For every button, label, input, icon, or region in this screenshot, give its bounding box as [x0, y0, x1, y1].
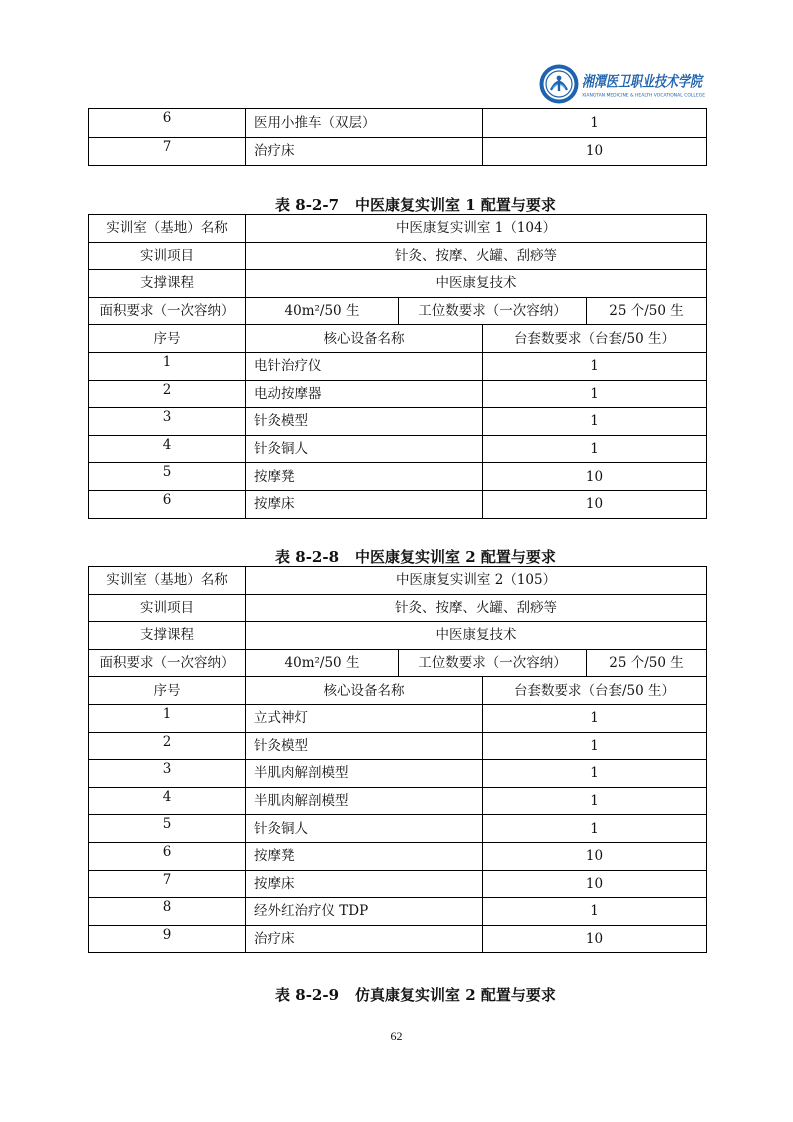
caption-number: 表 8-2-7	[275, 196, 340, 214]
row-number: 7	[89, 137, 246, 166]
course-row	[89, 622, 707, 650]
station-label: 工位数要求（一次容纳）	[399, 649, 587, 677]
table-row	[89, 137, 707, 166]
area-value: 40m²/50 生	[246, 297, 399, 325]
equipment-name: 针灸模型	[246, 408, 483, 436]
project-value: 针灸、按摩、火罐、刮痧等	[246, 242, 707, 270]
page-number: 62	[390, 1029, 403, 1043]
equipment-name: 按摩床	[246, 870, 483, 898]
table-row	[89, 463, 707, 491]
course-row	[89, 270, 707, 298]
row-number: 3	[89, 408, 246, 436]
equipment-quantity: 1	[483, 380, 707, 408]
station-value: 25 个/50 生	[587, 649, 707, 677]
row-number: 6	[89, 109, 246, 138]
project-row	[89, 242, 707, 270]
table-row	[89, 490, 707, 518]
course-value: 中医康复技术	[246, 270, 707, 298]
equipment-name: 半肌肉解剖模型	[246, 787, 483, 815]
row-number: 9	[89, 925, 246, 953]
college-logo-chinese-name: 湘潭医卫职业技术学院	[582, 72, 703, 90]
equipment-name: 按摩凳	[246, 842, 483, 870]
column-header-quantity: 台套数要求（台套/50 生）	[483, 325, 707, 353]
table-caption-8-2-9	[0, 984, 793, 1005]
equipment-quantity: 1	[483, 109, 707, 138]
equipment-quantity: 10	[483, 490, 707, 518]
station-label: 工位数要求（一次容纳）	[399, 297, 587, 325]
room-label: 实训室（基地）名称	[89, 215, 246, 243]
column-header-equipment: 核心设备名称	[246, 677, 483, 705]
equipment-quantity: 10	[483, 137, 707, 166]
equipment-quantity: 1	[483, 815, 707, 843]
room-label: 实训室（基地）名称	[89, 567, 246, 595]
column-header-number: 序号	[89, 325, 246, 353]
caption-number: 表 8-2-8	[275, 548, 340, 566]
equipment-name: 按摩床	[246, 490, 483, 518]
caption-title: 仿真康复实训室 2 配置与要求	[355, 986, 556, 1004]
equipment-name: 针灸铜人	[246, 435, 483, 463]
table-row	[89, 787, 707, 815]
project-label: 实训项目	[89, 242, 246, 270]
table-8-2-7	[88, 214, 707, 519]
equipment-quantity: 10	[483, 463, 707, 491]
caption-title: 中医康复实训室 2 配置与要求	[355, 548, 556, 566]
area-value: 40m²/50 生	[246, 649, 399, 677]
table-row	[89, 352, 707, 380]
row-number: 4	[89, 787, 246, 815]
equipment-name: 电动按摩器	[246, 380, 483, 408]
equipment-quantity: 1	[483, 352, 707, 380]
caption-number: 表 8-2-9	[275, 986, 340, 1004]
row-number: 5	[89, 815, 246, 843]
table-row	[89, 732, 707, 760]
table-row	[89, 760, 707, 788]
course-label: 支撑课程	[89, 622, 246, 650]
equipment-name: 针灸模型	[246, 732, 483, 760]
table-row	[89, 870, 707, 898]
course-label: 支撑课程	[89, 270, 246, 298]
table-row	[89, 842, 707, 870]
equipment-name: 立式神灯	[246, 704, 483, 732]
equipment-name: 针灸铜人	[246, 815, 483, 843]
table-caption-8-2-8	[0, 546, 793, 567]
equipment-quantity: 1	[483, 898, 707, 926]
equipment-quantity: 10	[483, 925, 707, 953]
table-row	[89, 435, 707, 463]
room-value: 中医康复实训室 2（105）	[246, 567, 707, 595]
column-header-quantity: 台套数要求（台套/50 生）	[483, 677, 707, 705]
equipment-name: 治疗床	[246, 925, 483, 953]
project-value: 针灸、按摩、火罐、刮痧等	[246, 594, 707, 622]
row-number: 1	[89, 352, 246, 380]
area-row	[89, 297, 707, 325]
project-row	[89, 594, 707, 622]
row-number: 8	[89, 898, 246, 926]
equipment-name: 半肌肉解剖模型	[246, 760, 483, 788]
column-header-row	[89, 325, 707, 353]
table-row	[89, 408, 707, 436]
table-row	[89, 380, 707, 408]
row-number: 6	[89, 842, 246, 870]
course-value: 中医康复技术	[246, 622, 707, 650]
equipment-quantity: 1	[483, 408, 707, 436]
column-header-row	[89, 677, 707, 705]
table-caption-8-2-7	[0, 194, 793, 215]
equipment-quantity: 1	[483, 704, 707, 732]
table-row	[89, 898, 707, 926]
equipment-name: 电针治疗仪	[246, 352, 483, 380]
row-number: 2	[89, 380, 246, 408]
table-row	[89, 109, 707, 138]
row-number: 5	[89, 463, 246, 491]
area-row	[89, 649, 707, 677]
equipment-quantity: 1	[483, 787, 707, 815]
room-name-row	[89, 215, 707, 243]
caption-title: 中医康复实训室 1 配置与要求	[355, 196, 556, 214]
equipment-quantity: 1	[483, 760, 707, 788]
row-number: 6	[89, 490, 246, 518]
table-row	[89, 815, 707, 843]
equipment-quantity: 1	[483, 435, 707, 463]
equipment-name: 按摩凳	[246, 463, 483, 491]
row-number: 2	[89, 732, 246, 760]
row-number: 1	[89, 704, 246, 732]
equipment-name: 治疗床	[246, 137, 483, 166]
row-number: 4	[89, 435, 246, 463]
table-8-2-8	[88, 566, 707, 953]
continuation-table	[88, 108, 707, 166]
equipment-name: 经外红治疗仪 TDP	[246, 898, 483, 926]
equipment-quantity: 1	[483, 732, 707, 760]
row-number: 3	[89, 760, 246, 788]
area-label: 面积要求（一次容纳）	[89, 649, 246, 677]
equipment-quantity: 10	[483, 870, 707, 898]
table-row	[89, 704, 707, 732]
college-logo-emblem	[538, 63, 580, 105]
table-row	[89, 925, 707, 953]
station-value: 25 个/50 生	[587, 297, 707, 325]
room-name-row	[89, 567, 707, 595]
column-header-equipment: 核心设备名称	[246, 325, 483, 353]
column-header-number: 序号	[89, 677, 246, 705]
equipment-name: 医用小推车（双层）	[246, 109, 483, 138]
college-logo-english-name: XIANGTAN MEDICINE & HEALTH VOCATIONAL COLLEGE	[582, 93, 706, 98]
area-label: 面积要求（一次容纳）	[89, 297, 246, 325]
project-label: 实训项目	[89, 594, 246, 622]
row-number: 7	[89, 870, 246, 898]
room-value: 中医康复实训室 1（104）	[246, 215, 707, 243]
equipment-quantity: 10	[483, 842, 707, 870]
